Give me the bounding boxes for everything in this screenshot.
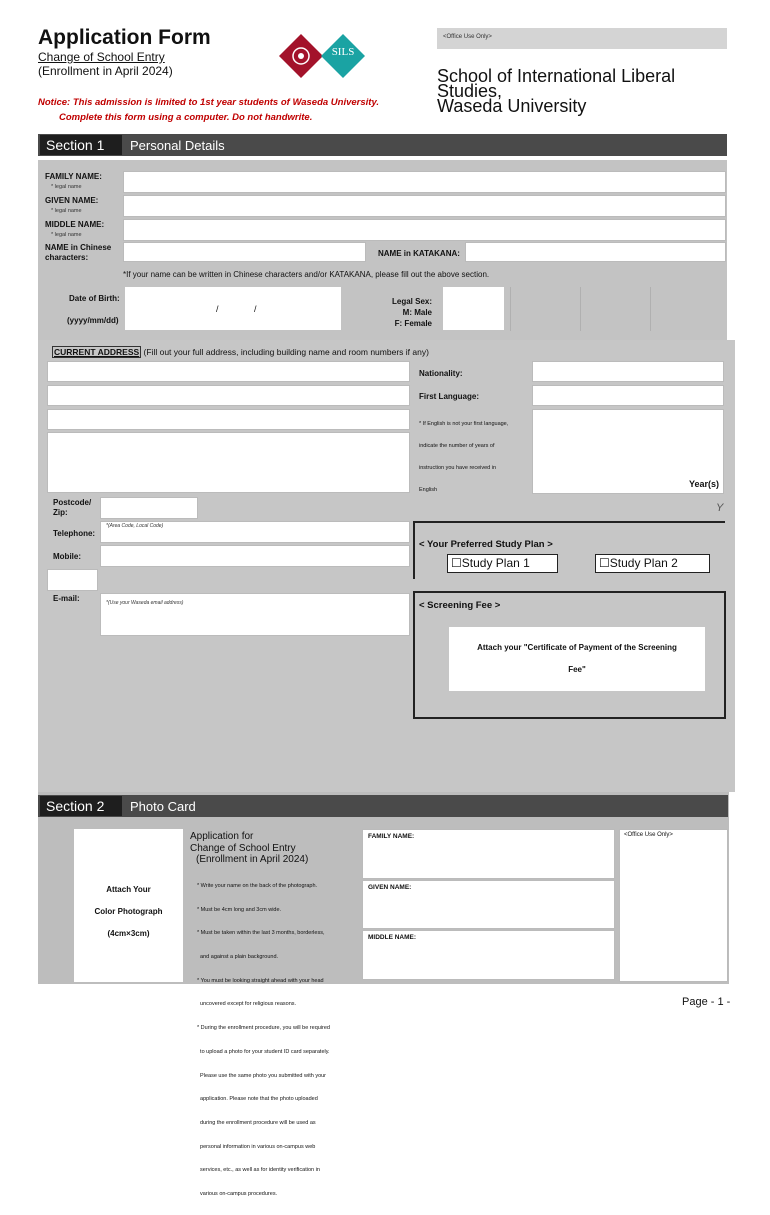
study-plan-title: < Your Preferred Study Plan > xyxy=(419,539,553,550)
name-note: *If your name can be written in Chinese characters and/or KATAKANA, please fill out the above section. xyxy=(123,270,490,279)
legal-sex-input[interactable] xyxy=(443,287,504,330)
waseda-logo xyxy=(278,33,324,79)
screening-fee-attach-line-1: Attach your "Certificate of Payment of the Screening xyxy=(477,643,677,652)
photo-attach-line-1: Attach Your xyxy=(106,885,151,894)
photo-attach-line-2: Color Photograph xyxy=(94,907,163,916)
office-use-label: <Office Use Only> xyxy=(443,34,492,40)
first-language-label: First Language: xyxy=(419,392,480,401)
grid-guide-3 xyxy=(650,287,651,331)
english-years-input[interactable] xyxy=(532,409,724,494)
first-language-input[interactable] xyxy=(532,385,724,406)
mobile-label: Mobile: xyxy=(53,552,81,561)
email-label: E-mail: xyxy=(53,594,80,603)
nationality-label: Nationality: xyxy=(419,369,463,378)
chinese-name-label: NAME in Chinese characters: xyxy=(45,243,112,262)
nationality-input[interactable] xyxy=(532,361,724,382)
postcode-input[interactable] xyxy=(100,497,198,519)
current-address-heading xyxy=(52,347,429,357)
screening-fee-attach-area[interactable] xyxy=(449,627,705,691)
middle-name-label: MIDDLE NAME: * legal name xyxy=(45,220,105,238)
photo-middle-name-field[interactable]: MIDDLE NAME: xyxy=(362,930,615,980)
notice-line-2: Complete this form using a computer. Do not handwrite. xyxy=(59,112,313,123)
form-subtitle-1: Change of School Entry xyxy=(38,50,165,64)
section-1-header xyxy=(38,134,727,156)
dob-input[interactable]: / / xyxy=(125,287,341,330)
photo-office-use-label: <Office Use Only> xyxy=(624,832,673,838)
photo-card-application-title: Application for Change of School Entry (Enrollment in April 2024) xyxy=(190,831,309,865)
address-line-4[interactable] xyxy=(47,432,410,493)
email-note: *(Use your Waseda email address) xyxy=(106,600,184,606)
telephone-label: Telephone: xyxy=(53,529,96,538)
school-name-line-2: Studies, xyxy=(437,81,503,101)
section-1-number: Section 1 xyxy=(40,135,122,155)
photo-office-use-box xyxy=(619,829,728,982)
middle-name-input[interactable] xyxy=(123,219,726,241)
katakana-input[interactable] xyxy=(465,242,726,262)
office-use-box xyxy=(437,28,727,49)
section-2-number: Section 2 xyxy=(40,796,122,816)
given-name-input[interactable] xyxy=(123,195,726,217)
address-line-3[interactable] xyxy=(47,409,410,430)
chinese-name-input[interactable] xyxy=(123,242,366,262)
notice-line-1: Notice: This admission is limited to 1st year students of Waseda University. xyxy=(38,97,380,108)
study-plan-2-option[interactable]: ☐Study Plan 2 xyxy=(595,554,710,573)
katakana-label: NAME in KATAKANA: xyxy=(378,249,460,258)
photo-given-name-field[interactable]: GIVEN NAME: xyxy=(362,880,615,929)
form-subtitle-2: (Enrollment in April 2024) xyxy=(38,64,173,78)
given-name-label: GIVEN NAME: * legal name xyxy=(45,196,99,214)
photo-instructions: * Write your name on the back of the photograph. * Must be 4cm long and 3cm wide. * Must be taken within the last 3 months, borderless, and against a plain background. * You must be looking straight ahead with your head uncovered except for religious reasons. * During the enrollment procedure, you will be required to upload a photo for your student ID card separately. Please use the same photo you submitted with your application. Please note that the photo uploaded during the enrollment procedure will be used as personal information in various on-campus web services, etc., as well as for identity verification in various on-campus procedures. xyxy=(197,882,330,1198)
telephone-input[interactable] xyxy=(100,521,410,543)
study-plan-1-option[interactable]: ☐Study Plan 1 xyxy=(447,554,558,573)
school-name-line-3: Waseda University xyxy=(437,96,587,116)
form-title: Application Form xyxy=(38,26,211,49)
area-code-note: *(Area Code, Local Code) xyxy=(106,523,164,529)
grid-guide-1 xyxy=(510,287,511,331)
english-years-note: * If English is not your first language, indicate the number of years of instruction you have received in English xyxy=(419,421,509,493)
stray-y-mark: Y xyxy=(716,502,724,514)
section-1-title: Personal Details xyxy=(130,138,225,153)
current-address-label: CURRENT ADDRESS xyxy=(54,347,140,357)
email-input[interactable] xyxy=(100,593,410,636)
screening-fee-title: < Screening Fee > xyxy=(419,600,501,611)
postcode-label: Postcode/ Zip: xyxy=(53,498,92,517)
section-2-header xyxy=(38,795,728,817)
screening-fee-attach-line-2: Fee" xyxy=(568,665,586,674)
sils-logo-text: SILS xyxy=(331,46,355,58)
address-line-1[interactable] xyxy=(47,361,410,382)
school-name-line-1: School of International Liberal xyxy=(437,66,676,86)
photo-family-name-field[interactable]: FAMILY NAME: xyxy=(362,829,615,879)
current-address-note: (Fill out your full address, including building name and room numbers if any) xyxy=(143,347,429,357)
dob-format: (yyyy/mm/dd) xyxy=(67,316,119,325)
family-name-label: FAMILY NAME: * legal name xyxy=(45,172,102,190)
years-label: Year(s) xyxy=(688,479,719,489)
school-name xyxy=(437,66,676,116)
legal-sex-label: Legal Sex: M: Male F: Female xyxy=(391,297,432,328)
dob-label: Date of Birth: xyxy=(69,294,120,303)
address-line-2[interactable] xyxy=(47,385,410,406)
photo-attach-line-3: (4cm×3cm) xyxy=(107,929,150,938)
mobile-input[interactable] xyxy=(100,545,410,567)
extra-contact-input[interactable] xyxy=(47,569,98,591)
photo-attach-area[interactable] xyxy=(74,829,183,982)
section-2-title: Photo Card xyxy=(130,799,196,814)
page-number: Page - 1 - xyxy=(682,996,731,1008)
grid-guide-2 xyxy=(580,287,581,331)
family-name-input[interactable] xyxy=(123,171,726,193)
